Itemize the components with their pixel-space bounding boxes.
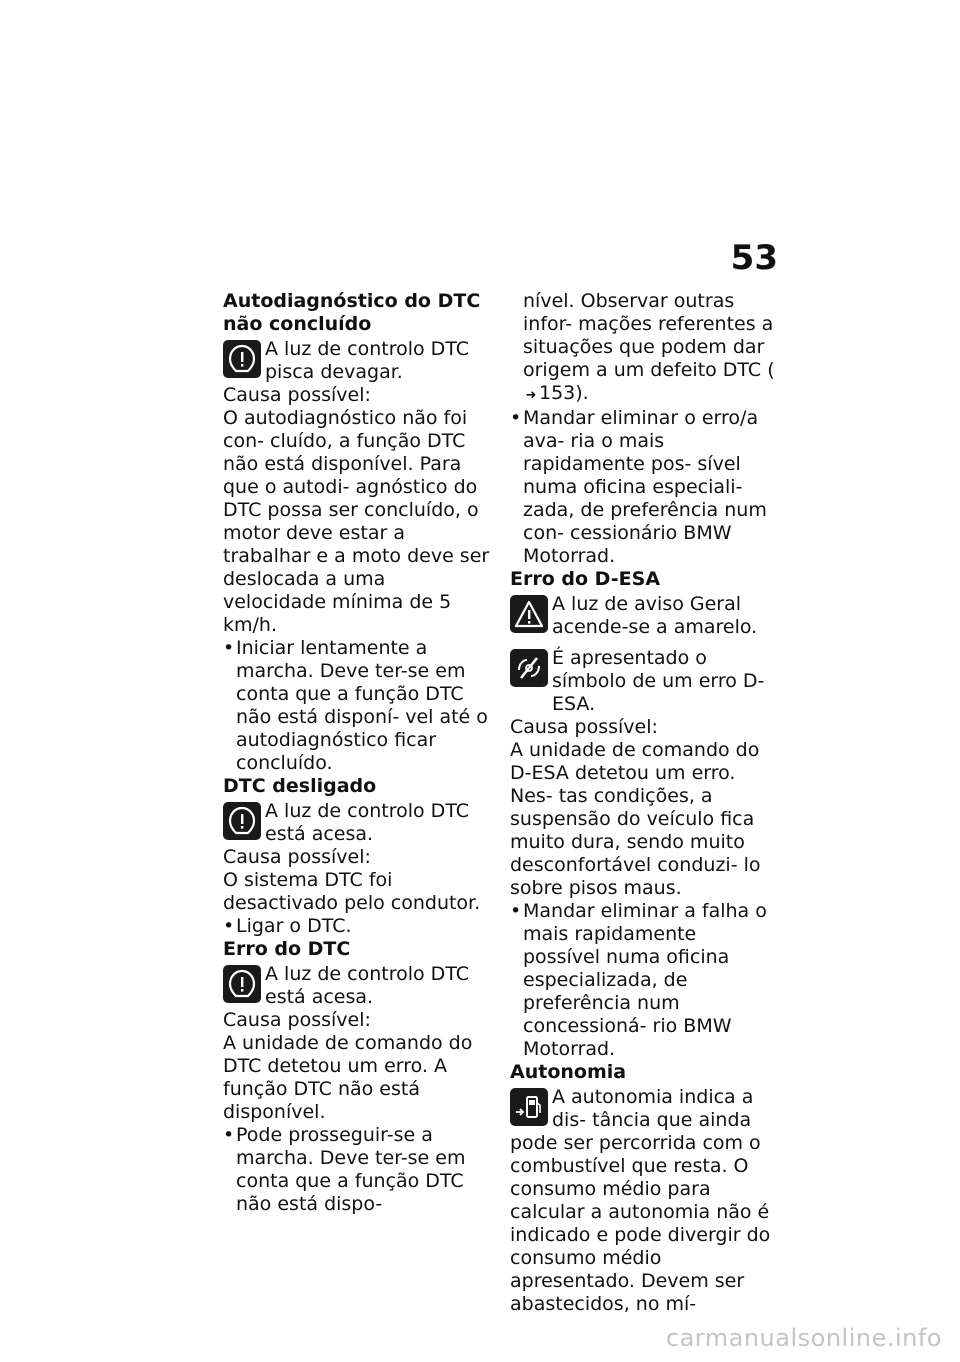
cause-label: Causa possível:	[510, 716, 658, 738]
cause-label: Causa possível:	[223, 384, 371, 406]
section-title-dtc-selftest: Autodiagnóstico do DTC não concluído	[223, 290, 481, 335]
bullet-item: • Mandar eliminar a falha o mais rapidamente possível numa oficina especializada, de preferência num concessioná- rio BMW Motorrad.	[510, 900, 778, 1061]
cause-label: Causa possível:	[223, 1009, 371, 1031]
dtc-warning-icon	[223, 802, 261, 840]
section-title-desa-error: Erro do D-ESA	[510, 568, 661, 590]
page-number: 53	[730, 238, 778, 278]
page-reference-arrow-icon: ➜	[525, 388, 537, 403]
indicator-row-dtc-selftest	[223, 338, 491, 384]
page-reference[interactable]: 153).	[539, 382, 589, 404]
section-title-range: Autonomia	[510, 1061, 627, 1083]
indicator-row-desa-symbol	[510, 647, 778, 716]
bullet-item: • Mandar eliminar o erro/a ava- ria o mais rapidamente pos- sível numa oficina especiali- zada, de preferência num con- cessionário BMW Motorrad.	[510, 407, 778, 568]
cause-text: O sistema DTC foi desactivado pelo condutor.	[223, 869, 481, 914]
bullet-item: • Pode prosseguir-se a marcha. Deve ter-se em conta que a função DTC não está dispo-	[223, 1124, 491, 1216]
indicator-row-dtc-error	[223, 963, 491, 1009]
section-title-dtc-off: DTC desligado	[223, 775, 377, 797]
continued-text-body: nível. Observar outras infor- mações referentes a situações que podem dar origem a um defeito DTC (	[523, 290, 775, 381]
general-warning-icon	[510, 595, 548, 633]
range-paragraph	[510, 1086, 778, 1316]
cause-text: A unidade de comando do DTC detetou um erro. A função DTC não está disponível.	[223, 1032, 473, 1123]
indicator-text: A luz de controlo DTC pisca devagar.	[265, 338, 470, 383]
dtc-warning-icon	[223, 340, 261, 378]
cause-text: O autodiagnóstico não foi con- cluído, a função DTC não está disponível. Para que o autodi- agnóstico do DTC possa ser concluído, o motor deve estar a trabalhar e a moto deve ser deslocada a uma velocidade mínima de 5 km/h.	[223, 407, 490, 636]
indicator-row-dtc-off	[223, 800, 491, 846]
fuel-range-icon	[510, 1088, 548, 1126]
desa-error-icon	[510, 649, 548, 687]
cause-text: A unidade de comando do D-ESA detetou um erro. Nes- tas condições, a suspensão do veículo fica muito dura, sendo muito desconfortável conduzi- lo sobre pisos maus.	[510, 739, 761, 899]
section-title-dtc-error: Erro do DTC	[223, 938, 351, 960]
bullet-item: • Iniciar lentamente a marcha. Deve ter-se em conta que a função DTC não está disponí- vel até o autodiagnóstico ficar concluído.	[223, 637, 491, 775]
watermark: carmanualsonline.info	[665, 1324, 942, 1352]
continued-text	[510, 290, 778, 407]
bullet-item: • Ligar o DTC.	[223, 915, 491, 938]
right-column	[510, 290, 778, 1316]
dtc-warning-icon	[223, 965, 261, 1003]
left-column	[223, 290, 491, 1216]
indicator-text: A luz de controlo DTC está acesa.	[265, 800, 470, 845]
indicator-text: É apresentado o símbolo de um erro D-ESA.	[552, 647, 765, 715]
indicator-text: A luz de aviso Geral acende-se a amarelo.	[552, 593, 758, 638]
range-text: A autonomia indica a dis- tância que ainda pode ser percorrida com o combustível que resta. O consumo médio para calcular a autonomia não é indicado e pode divergir do consumo médio apresentado. Devem ser abastecidos, no mí-	[510, 1086, 771, 1315]
indicator-row-general-warning	[510, 593, 778, 639]
indicator-text: A luz de controlo DTC está acesa.	[265, 963, 470, 1008]
cause-label: Causa possível:	[223, 846, 371, 868]
